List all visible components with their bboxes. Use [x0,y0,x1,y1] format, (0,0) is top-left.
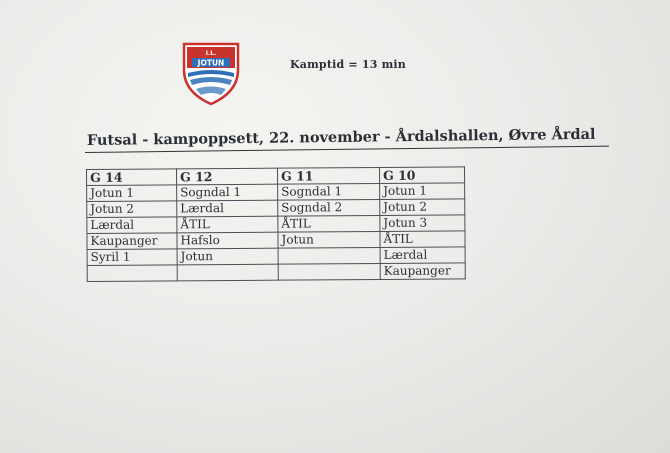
header-g11: G 11 [277,167,379,184]
table-cell: Sogndal 1 [278,183,380,200]
jotun-club-logo [180,40,242,106]
table-cell: Jotun 1 [380,183,465,200]
table-cell: Jotun [177,248,278,265]
table-cell [87,265,177,282]
table-cell: Lærdal [380,247,465,264]
table-cell: ÅTIL [380,231,465,248]
table-row [87,231,465,250]
table-cell: ÅTIL [177,216,278,233]
table-cell: Kaupanger [87,233,177,250]
header-g10: G 10 [379,167,464,184]
table-cell: Jotun 2 [87,201,177,218]
logo-prefix-text: I.L. [205,50,217,57]
table-cell: Syril 1 [87,249,177,266]
table-cell: Lærdal [177,200,278,217]
logo-club-name-text: JOTUN [197,58,225,68]
table-cell: Jotun 2 [380,199,465,216]
table-cell [278,263,380,280]
table-row [87,263,465,282]
match-schedule-table [86,166,466,282]
table-cell: Jotun 1 [87,185,177,202]
table-cell: Jotun [278,231,380,248]
table-cell: ÅTIL [278,215,380,232]
table-row [87,215,465,234]
header-g12: G 12 [177,168,278,185]
table-cell: Lærdal [87,217,177,234]
page-title: Futsal - kampoppsett, 22. november - Årdalshallen, Øvre Årdal [86,125,596,149]
kamptid-label: Kamptid = 13 min [290,58,406,71]
table-row [87,199,465,218]
table-cell: Jotun 3 [380,215,465,232]
table-cell: Hafslo [177,232,278,249]
table-cell: Sogndal 2 [278,199,380,216]
table-cell: Sogndal 1 [177,184,278,201]
table-row [87,183,465,202]
table-header-row [87,167,465,186]
table-cell [278,247,380,264]
table-row [87,247,465,266]
header-g14: G 14 [87,169,177,186]
table-cell [177,264,278,281]
table-cell: Kaupanger [380,263,465,280]
